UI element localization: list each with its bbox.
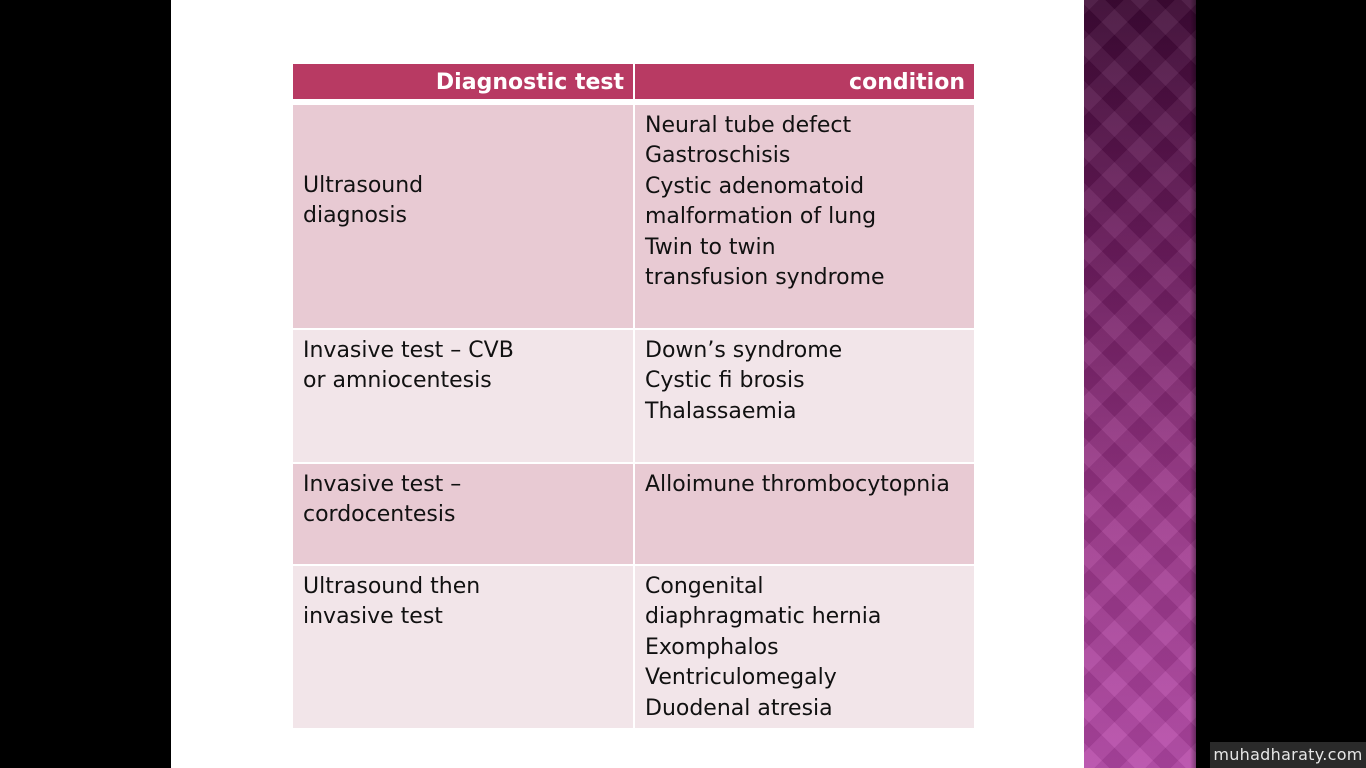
test-text: invasive test <box>303 604 443 629</box>
condition-text: Down’s syndrome <box>645 337 843 363</box>
test-cell <box>293 462 633 564</box>
watermark: muhadharaty.com <box>1210 742 1366 768</box>
condition-text: Thalassaemia <box>645 398 797 424</box>
test-text: cordocentesis <box>303 502 456 527</box>
table-row <box>293 462 974 564</box>
condition-cell <box>635 462 974 564</box>
table-row <box>293 328 974 462</box>
slide <box>171 0 1196 768</box>
condition-text: Gastroschisis <box>645 143 791 168</box>
test-text: Ultrasound <box>303 172 424 198</box>
condition-text: Exomphalos <box>645 634 779 660</box>
condition-text: Cystic fi brosis <box>645 368 805 393</box>
table-row <box>293 103 974 328</box>
condition-text: Congenital <box>645 573 764 599</box>
condition-text: transfusion syndrome <box>645 265 885 290</box>
test-cell <box>293 564 633 728</box>
test-text: diagnosis <box>303 203 407 228</box>
condition-text: Duodenal atresia <box>645 695 833 721</box>
test-cell <box>293 328 633 462</box>
condition-text: malformation of lung <box>645 204 877 229</box>
condition-text: diaphragmatic hernia <box>645 604 882 629</box>
header-condition: condition <box>635 64 974 103</box>
decorative-side-band <box>1084 0 1196 768</box>
condition-cell <box>635 103 974 328</box>
test-text: Invasive test – <box>303 471 462 497</box>
test-cell <box>293 103 633 328</box>
test-text: or amniocentesis <box>303 368 492 393</box>
test-text: Invasive test – CVB <box>303 337 514 363</box>
header-diagnostic-test: Diagnostic test <box>293 64 633 103</box>
condition-cell <box>635 564 974 728</box>
condition-text: Ventriculomegaly <box>645 665 837 690</box>
condition-cell <box>635 328 974 462</box>
test-text: Ultrasound then <box>303 573 481 599</box>
condition-text: Twin to twin <box>645 234 776 260</box>
condition-text: Cystic adenomatoid <box>645 173 865 199</box>
header-row <box>293 64 974 103</box>
table-row <box>293 564 974 728</box>
condition-text: Neural tube defect <box>645 112 852 138</box>
diagnostic-table <box>291 64 976 728</box>
condition-text: Alloimune thrombocytopnia <box>645 471 950 497</box>
